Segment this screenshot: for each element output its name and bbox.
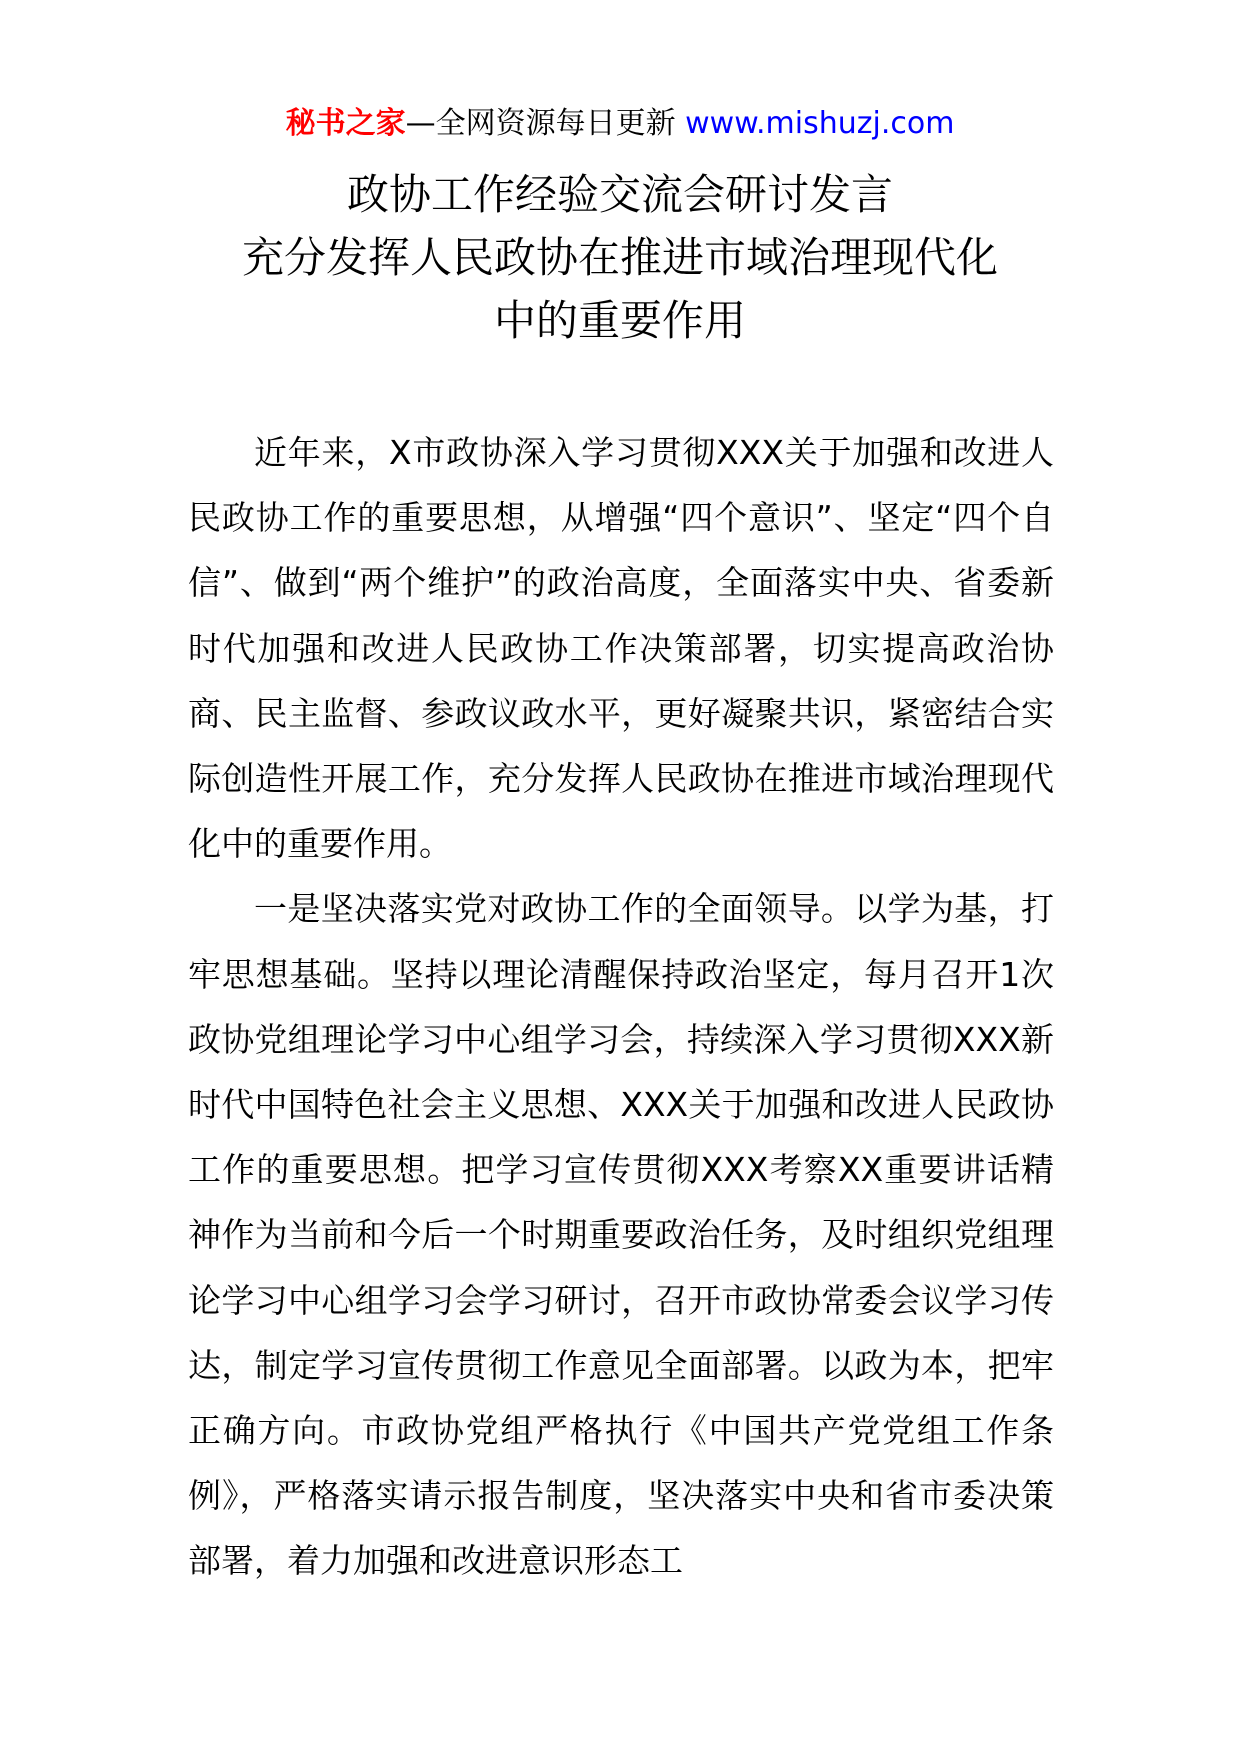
document-title: 政协工作经验交流会研讨发言	[346, 170, 893, 219]
paragraph-intro: 近年来，X市政协深入学习贯彻XXX关于加强和改进人民政协工作的重要思想，从增强“四个意识”、坚定“四个自信”、做到“两个维护”的政治高度，全面落实中央、省委新时代加强和改进人民政协工作决策部署，切实提高政治协商、民主监督、参政议政水平，更好凝聚共识，紧密结合实际创造性开展工作，充分发挥人民政协在推进市域治理现代化中的重要作用。	[188, 433, 1054, 864]
document-subtitle-line-1: 充分发挥人民政协在推进市域治理现代化	[241, 233, 998, 282]
document-body	[188, 420, 1054, 1594]
site-url-link[interactable]: www.mishuzj.com	[685, 106, 955, 141]
paragraph-section-1: 一是坚决落实党对政协工作的全面领导。以学为基，打牢思想基础。坚持以理论清醒保持政治坚定，每月召开1次政协党组理论学习中心组学习会，持续深入学习贯彻XXX新时代中国特色社会主义思想、XXX关于加强和改进人民政协工作的重要思想。把学习宣传贯彻XXX考察XX重要讲话精神作为当前和今后一个时期重要政治任务，及时组织党组理论学习中心组学习会学习研讨，召开市政协常委会议学习传达，制定学习宣传贯彻工作意见全面部署。以政为本，把牢正确方向。市政协党组严格执行《中国共产党党组工作条例》，严格落实请示报告制度，坚决落实中央和省市委决策部署，着力加强和改进意识形态工	[188, 889, 1054, 1581]
brand-name: 秘书之家	[285, 106, 406, 141]
document-subtitle-line-2: 中的重要作用	[493, 296, 746, 345]
tagline: —全网资源每日更新	[405, 106, 686, 141]
document-title-block	[0, 163, 1240, 352]
source-header	[0, 102, 1240, 146]
